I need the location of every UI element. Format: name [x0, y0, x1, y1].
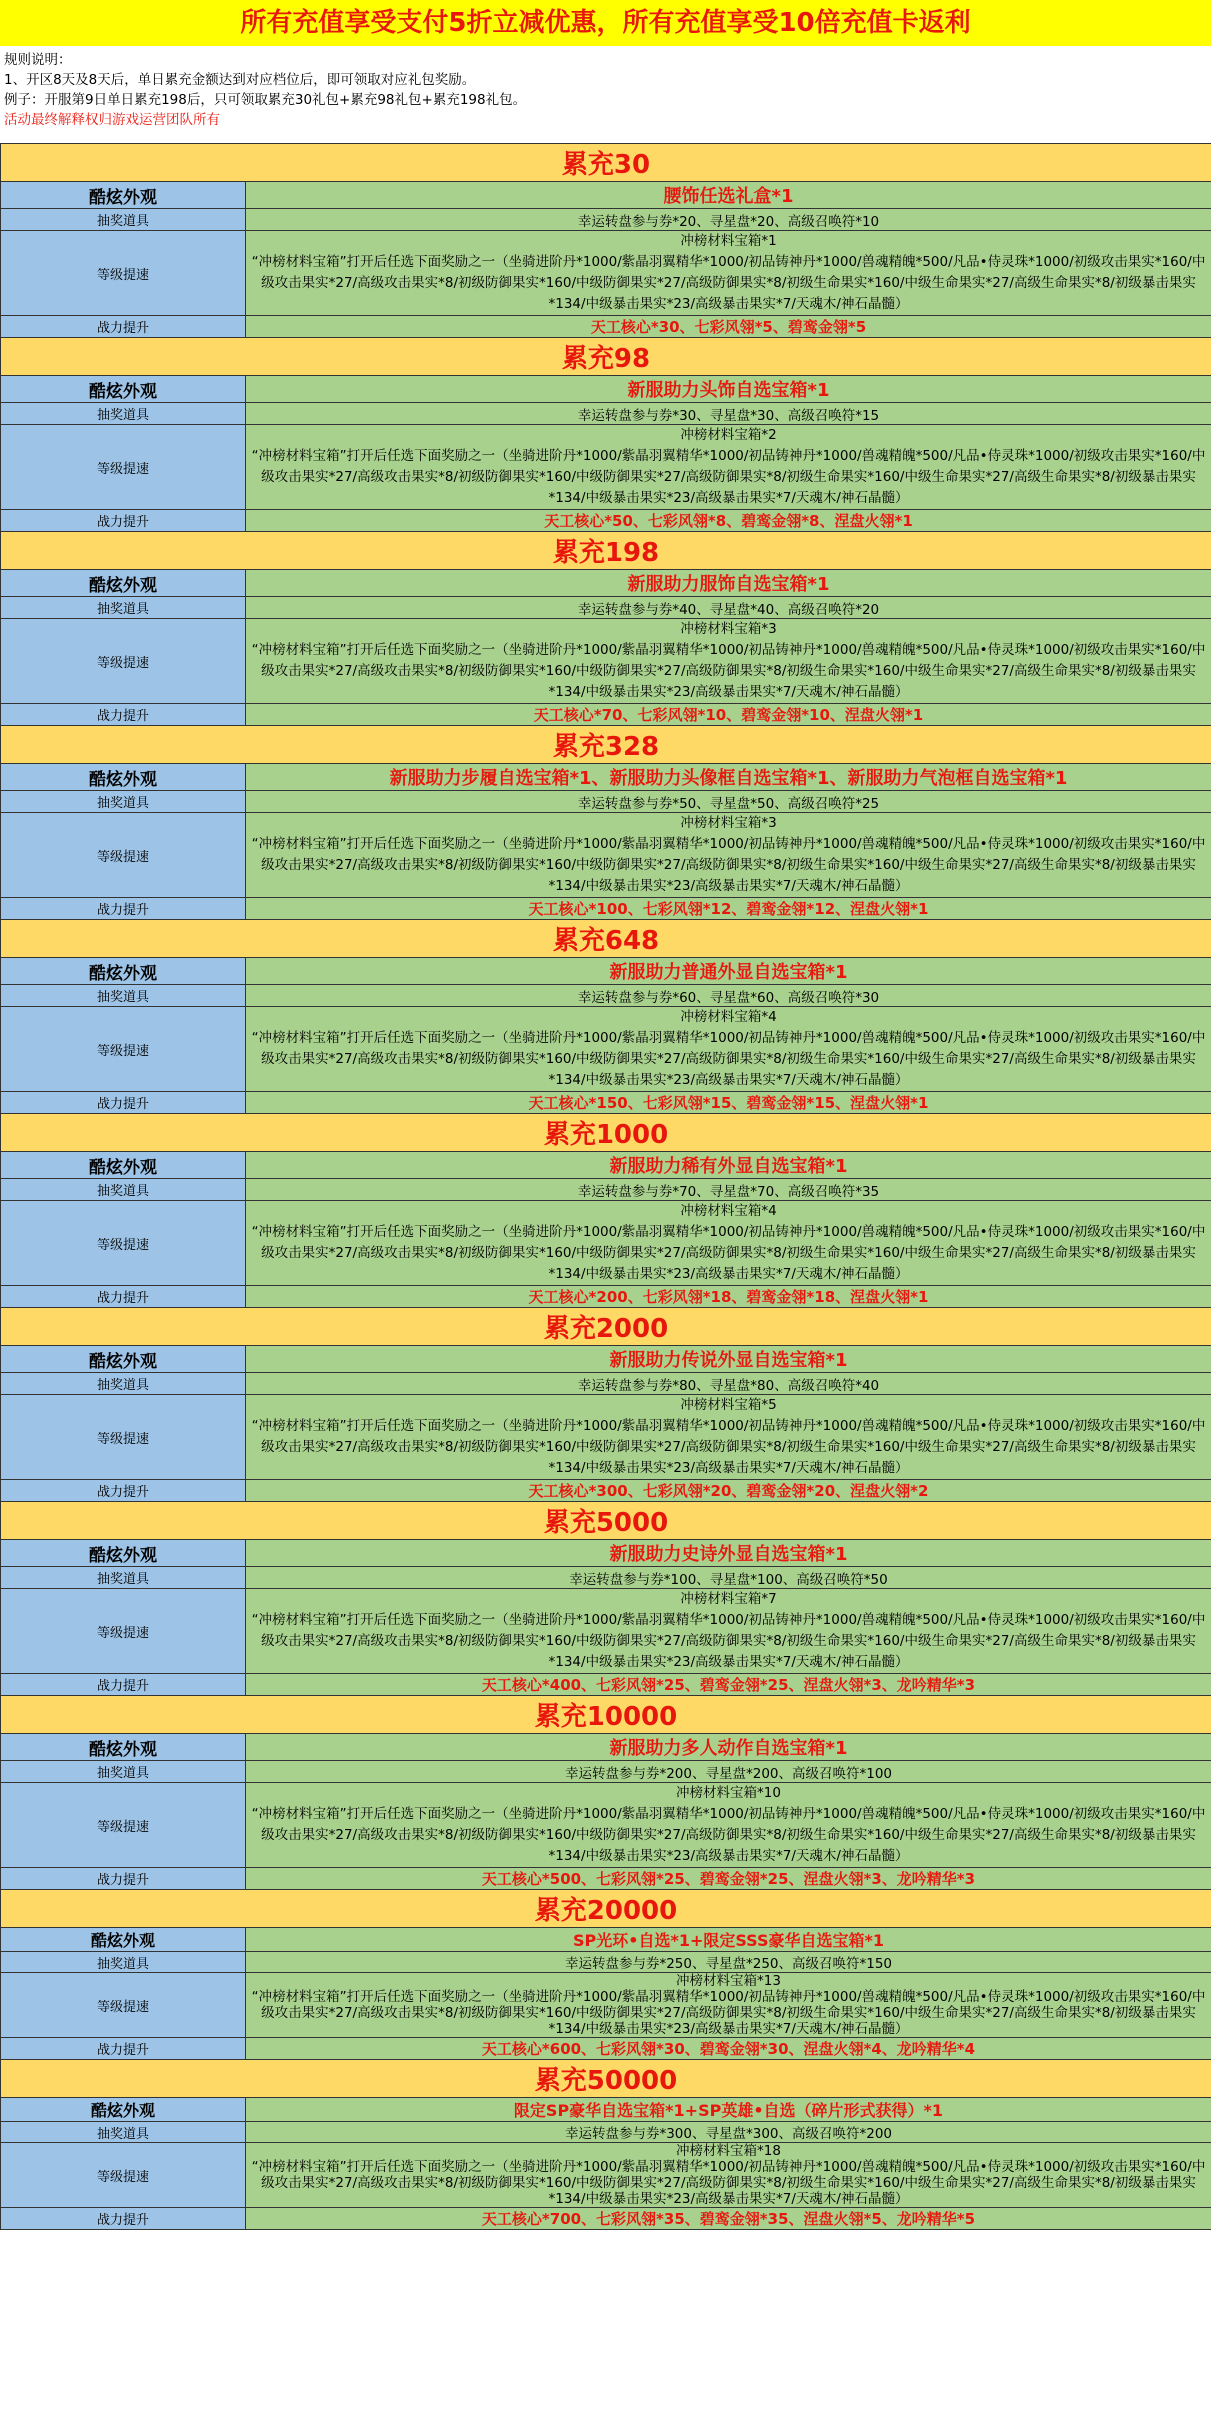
power-value: 天工核心*500、七彩风翎*25、碧鸾金翎*25、涅盘火翎*3、龙吟精华*3: [246, 1868, 1211, 1890]
power-row: [1, 316, 1211, 338]
box-description: “冲榜材料宝箱”打开后任选下面奖励之一（坐骑进阶丹*1000/紫晶羽翼精华*1000/初品铸神丹*1000/兽魂精魄*500/凡品•侍灵珠*1000/初级攻击果实*160/中级攻击果实*27/高级攻击果实*8/初级防御果实*160/中级防御果实*27/高级防御果实*8/初级生命果实*160/中级生命果实*27/高级生命果实*8/初级暴击果实*134/中级暴击果实*23/高级暴击果实*7/天魂木/神石晶髓）: [251, 254, 1206, 312]
level-label: 等级提速: [1, 2143, 246, 2208]
appearance-label: 酷炫外观: [1, 1152, 246, 1179]
tier-header-row: [1, 726, 1211, 764]
level-label: 等级提速: [1, 1007, 246, 1092]
appearance-value: 新服助力史诗外显自选宝箱*1: [246, 1540, 1211, 1567]
level-label: 等级提速: [1, 1201, 246, 1286]
appearance-value: 新服助力普通外显自选宝箱*1: [246, 958, 1211, 985]
tier-title: 累充1000: [1, 1114, 1211, 1152]
appearance-label: 酷炫外观: [1, 1734, 246, 1761]
power-value: 天工核心*400、七彩风翎*25、碧鸾金翎*25、涅盘火翎*3、龙吟精华*3: [246, 1674, 1211, 1696]
lottery-value: 幸运转盘参与券*20、寻星盘*20、高级召唤符*10: [246, 209, 1211, 231]
box-description: “冲榜材料宝箱”打开后任选下面奖励之一（坐骑进阶丹*1000/紫晶羽翼精华*1000/初品铸神丹*1000/兽魂精魄*500/凡品•侍灵珠*1000/初级攻击果实*160/中级攻击果实*27/高级攻击果实*8/初级防御果实*160/中级防御果实*27/高级防御果实*8/初级生命果实*160/中级生命果实*27/高级生命果实*8/初级暴击果实*134/中级暴击果实*23/高级暴击果实*7/天魂木/神石晶髓）: [251, 1612, 1206, 1670]
box-description: “冲榜材料宝箱”打开后任选下面奖励之一（坐骑进阶丹*1000/紫晶羽翼精华*1000/初品铸神丹*1000/兽魂精魄*500/凡品•侍灵珠*1000/初级攻击果实*160/中级攻击果实*27/高级攻击果实*8/初级防御果实*160/中级防御果实*27/高级防御果实*8/初级生命果实*160/中级生命果实*27/高级生命果实*8/初级暴击果实*134/中级暴击果实*23/高级暴击果实*7/天魂木/神石晶髓）: [251, 836, 1206, 894]
level-row: [1, 813, 1211, 898]
level-value: [246, 619, 1211, 704]
reward-table: [0, 143, 1211, 2230]
appearance-row: [1, 2098, 1211, 2122]
power-row: [1, 2208, 1211, 2230]
level-row: [1, 1589, 1211, 1674]
power-label: 战力提升: [1, 1868, 246, 1890]
level-row: [1, 2143, 1211, 2208]
appearance-label: 酷炫外观: [1, 1928, 246, 1952]
appearance-label: 酷炫外观: [1, 2098, 246, 2122]
lottery-value: 幸运转盘参与券*200、寻星盘*200、高级召唤符*100: [246, 1761, 1211, 1783]
box-title: 冲榜材料宝箱*4: [680, 1203, 777, 1219]
lottery-label: 抽奖道具: [1, 1179, 246, 1201]
appearance-row: [1, 570, 1211, 597]
lottery-value: 幸运转盘参与券*300、寻星盘*300、高级召唤符*200: [246, 2122, 1211, 2143]
power-label: 战力提升: [1, 1286, 246, 1308]
level-value: [246, 2143, 1211, 2208]
tier-header-row: [1, 1502, 1211, 1540]
level-row: [1, 1783, 1211, 1868]
box-title: 冲榜材料宝箱*3: [680, 621, 777, 637]
lottery-value: 幸运转盘参与券*70、寻星盘*70、高级召唤符*35: [246, 1179, 1211, 1201]
lottery-value: 幸运转盘参与券*30、寻星盘*30、高级召唤符*15: [246, 403, 1211, 425]
lottery-row: [1, 1567, 1211, 1589]
box-description: “冲榜材料宝箱”打开后任选下面奖励之一（坐骑进阶丹*1000/紫晶羽翼精华*1000/初品铸神丹*1000/兽魂精魄*500/凡品•侍灵珠*1000/初级攻击果实*160/中级攻击果实*27/高级攻击果实*8/初级防御果实*160/中级防御果实*27/高级防御果实*8/初级生命果实*160/中级生命果实*27/高级生命果实*8/初级暴击果实*134/中级暴击果实*23/高级暴击果实*7/天魂木/神石晶髓）: [251, 1030, 1206, 1088]
appearance-row: [1, 1540, 1211, 1567]
box-title: 冲榜材料宝箱*3: [680, 815, 777, 831]
lottery-value: 幸运转盘参与券*80、寻星盘*80、高级召唤符*40: [246, 1373, 1211, 1395]
level-row: [1, 1201, 1211, 1286]
appearance-row: [1, 1152, 1211, 1179]
rules-line: 1、开区8天及8天后，单日累充金额达到对应档位后，即可领取对应礼包奖励。: [4, 72, 476, 88]
appearance-label: 酷炫外观: [1, 182, 246, 209]
lottery-label: 抽奖道具: [1, 2122, 246, 2143]
appearance-row: [1, 1346, 1211, 1373]
appearance-row: [1, 182, 1211, 209]
lottery-label: 抽奖道具: [1, 209, 246, 231]
box-description: “冲榜材料宝箱”打开后任选下面奖励之一（坐骑进阶丹*1000/紫晶羽翼精华*1000/初品铸神丹*1000/兽魂精魄*500/凡品•侍灵珠*1000/初级攻击果实*160/中级攻击果实*27/高级攻击果实*8/初级防御果实*160/中级防御果实*27/高级防御果实*8/初级生命果实*160/中级生命果实*27/高级生命果实*8/初级暴击果实*134/中级暴击果实*23/高级暴击果实*7/天魂木/神石晶髓）: [251, 1418, 1206, 1476]
tier-title: 累充328: [1, 726, 1211, 764]
lottery-value: 幸运转盘参与券*40、寻星盘*40、高级召唤符*20: [246, 597, 1211, 619]
tier-title: 累充2000: [1, 1308, 1211, 1346]
lottery-row: [1, 1761, 1211, 1783]
rules-heading: 规则说明：: [4, 52, 72, 68]
tier-title: 累充5000: [1, 1502, 1211, 1540]
lottery-label: 抽奖道具: [1, 1567, 246, 1589]
box-description: “冲榜材料宝箱”打开后任选下面奖励之一（坐骑进阶丹*1000/紫晶羽翼精华*1000/初品铸神丹*1000/兽魂精魄*500/凡品•侍灵珠*1000/初级攻击果实*160/中级攻击果实*27/高级攻击果实*8/初级防御果实*160/中级防御果实*27/高级防御果实*8/初级生命果实*160/中级生命果实*27/高级生命果实*8/初级暴击果实*134/中级暴击果实*23/高级暴击果实*7/天魂木/神石晶髓）: [251, 1989, 1206, 2037]
appearance-row: [1, 958, 1211, 985]
power-row: [1, 1868, 1211, 1890]
tier-header-row: [1, 920, 1211, 958]
appearance-label: 酷炫外观: [1, 570, 246, 597]
tier-title: 累充648: [1, 920, 1211, 958]
banner-title: 所有充值享受支付5折立减优惠，所有充值享受10倍充值卡返利: [0, 0, 1211, 46]
level-value: [246, 231, 1211, 316]
level-value: [246, 1201, 1211, 1286]
level-row: [1, 1973, 1211, 2038]
lottery-value: 幸运转盘参与券*100、寻星盘*100、高级召唤符*50: [246, 1567, 1211, 1589]
level-value: [246, 425, 1211, 510]
power-row: [1, 1286, 1211, 1308]
power-row: [1, 898, 1211, 920]
lottery-row: [1, 1373, 1211, 1395]
power-value: 天工核心*100、七彩风翎*12、碧鸾金翎*12、涅盘火翎*1: [246, 898, 1211, 920]
power-label: 战力提升: [1, 316, 246, 338]
power-label: 战力提升: [1, 704, 246, 726]
level-row: [1, 1007, 1211, 1092]
level-value: [246, 1589, 1211, 1674]
level-label: 等级提速: [1, 425, 246, 510]
level-label: 等级提速: [1, 1589, 246, 1674]
level-row: [1, 231, 1211, 316]
lottery-row: [1, 2122, 1211, 2143]
level-row: [1, 619, 1211, 704]
level-value: [246, 1973, 1211, 2038]
level-label: 等级提速: [1, 1395, 246, 1480]
tier-title: 累充20000: [1, 1890, 1211, 1928]
lottery-label: 抽奖道具: [1, 1373, 246, 1395]
appearance-row: [1, 1928, 1211, 1952]
appearance-label: 酷炫外观: [1, 1540, 246, 1567]
tier-title: 累充30: [1, 144, 1211, 182]
level-value: [246, 1007, 1211, 1092]
appearance-value: 新服助力稀有外显自选宝箱*1: [246, 1152, 1211, 1179]
appearance-value: 新服助力多人动作自选宝箱*1: [246, 1734, 1211, 1761]
power-label: 战力提升: [1, 898, 246, 920]
appearance-value: 限定SP豪华自选宝箱*1+SP英雄•自选（碎片形式获得）*1: [246, 2098, 1211, 2122]
box-title: 冲榜材料宝箱*10: [676, 1785, 781, 1801]
appearance-row: [1, 1734, 1211, 1761]
lottery-row: [1, 403, 1211, 425]
power-label: 战力提升: [1, 2208, 246, 2230]
lottery-row: [1, 1179, 1211, 1201]
box-title: 冲榜材料宝箱*4: [680, 1009, 777, 1025]
box-title: 冲榜材料宝箱*18: [676, 2143, 781, 2159]
power-row: [1, 2038, 1211, 2060]
appearance-label: 酷炫外观: [1, 376, 246, 403]
box-title: 冲榜材料宝箱*7: [680, 1591, 777, 1607]
tier-header-row: [1, 1114, 1211, 1152]
appearance-value: 新服助力头饰自选宝箱*1: [246, 376, 1211, 403]
lottery-row: [1, 985, 1211, 1007]
lottery-label: 抽奖道具: [1, 403, 246, 425]
appearance-label: 酷炫外观: [1, 1346, 246, 1373]
level-label: 等级提速: [1, 619, 246, 704]
power-label: 战力提升: [1, 510, 246, 532]
lottery-value: 幸运转盘参与券*250、寻星盘*250、高级召唤符*150: [246, 1952, 1211, 1973]
power-value: 天工核心*150、七彩风翎*15、碧鸾金翎*15、涅盘火翎*1: [246, 1092, 1211, 1114]
level-label: 等级提速: [1, 813, 246, 898]
tier-title: 累充50000: [1, 2060, 1211, 2098]
lottery-value: 幸运转盘参与券*50、寻星盘*50、高级召唤符*25: [246, 791, 1211, 813]
box-description: “冲榜材料宝箱”打开后任选下面奖励之一（坐骑进阶丹*1000/紫晶羽翼精华*1000/初品铸神丹*1000/兽魂精魄*500/凡品•侍灵珠*1000/初级攻击果实*160/中级攻击果实*27/高级攻击果实*8/初级防御果实*160/中级防御果实*27/高级防御果实*8/初级生命果实*160/中级生命果实*27/高级生命果实*8/初级暴击果实*134/中级暴击果实*23/高级暴击果实*7/天魂木/神石晶髓）: [251, 1224, 1206, 1282]
box-description: “冲榜材料宝箱”打开后任选下面奖励之一（坐骑进阶丹*1000/紫晶羽翼精华*1000/初品铸神丹*1000/兽魂精魄*500/凡品•侍灵珠*1000/初级攻击果实*160/中级攻击果实*27/高级攻击果实*8/初级防御果实*160/中级防御果实*27/高级防御果实*8/初级生命果实*160/中级生命果实*27/高级生命果实*8/初级暴击果实*134/中级暴击果实*23/高级暴击果实*7/天魂木/神石晶髓）: [251, 642, 1206, 700]
power-label: 战力提升: [1, 1480, 246, 1502]
appearance-value: 腰饰任选礼盒*1: [246, 182, 1211, 209]
box-title: 冲榜材料宝箱*1: [680, 233, 777, 249]
box-title: 冲榜材料宝箱*13: [676, 1973, 781, 1989]
tier-header-row: [1, 2060, 1211, 2098]
box-description: “冲榜材料宝箱”打开后任选下面奖励之一（坐骑进阶丹*1000/紫晶羽翼精华*1000/初品铸神丹*1000/兽魂精魄*500/凡品•侍灵珠*1000/初级攻击果实*160/中级攻击果实*27/高级攻击果实*8/初级防御果实*160/中级防御果实*27/高级防御果实*8/初级生命果实*160/中级生命果实*27/高级生命果实*8/初级暴击果实*134/中级暴击果实*23/高级暴击果实*7/天魂木/神石晶髓）: [251, 2159, 1206, 2207]
box-title: 冲榜材料宝箱*2: [680, 427, 777, 443]
lottery-label: 抽奖道具: [1, 597, 246, 619]
lottery-row: [1, 209, 1211, 231]
appearance-row: [1, 764, 1211, 791]
appearance-value: 新服助力步履自选宝箱*1、新服助力头像框自选宝箱*1、新服助力气泡框自选宝箱*1: [246, 764, 1211, 791]
lottery-label: 抽奖道具: [1, 791, 246, 813]
lottery-row: [1, 1952, 1211, 1973]
lottery-label: 抽奖道具: [1, 1761, 246, 1783]
table-footer-space: [0, 2385, 1211, 2399]
rules-note: 活动最终解释权归游戏运营团队所有: [4, 112, 220, 128]
box-description: “冲榜材料宝箱”打开后任选下面奖励之一（坐骑进阶丹*1000/紫晶羽翼精华*1000/初品铸神丹*1000/兽魂精魄*500/凡品•侍灵珠*1000/初级攻击果实*160/中级攻击果实*27/高级攻击果实*8/初级防御果实*160/中级防御果实*27/高级防御果实*8/初级生命果实*160/中级生命果实*27/高级生命果实*8/初级暴击果实*134/中级暴击果实*23/高级暴击果实*7/天魂木/神石晶髓）: [251, 448, 1206, 506]
power-row: [1, 510, 1211, 532]
box-description: “冲榜材料宝箱”打开后任选下面奖励之一（坐骑进阶丹*1000/紫晶羽翼精华*1000/初品铸神丹*1000/兽魂精魄*500/凡品•侍灵珠*1000/初级攻击果实*160/中级攻击果实*27/高级攻击果实*8/初级防御果实*160/中级防御果实*27/高级防御果实*8/初级生命果实*160/中级生命果实*27/高级生命果实*8/初级暴击果实*134/中级暴击果实*23/高级暴击果实*7/天魂木/神石晶髓）: [251, 1806, 1206, 1864]
power-row: [1, 704, 1211, 726]
tier-header-row: [1, 338, 1211, 376]
power-label: 战力提升: [1, 1674, 246, 1696]
tier-header-row: [1, 532, 1211, 570]
tier-title: 累充198: [1, 532, 1211, 570]
level-row: [1, 425, 1211, 510]
power-value: 天工核心*600、七彩风翎*30、碧鸾金翎*30、涅盘火翎*4、龙吟精华*4: [246, 2038, 1211, 2060]
appearance-label: 酷炫外观: [1, 958, 246, 985]
lottery-label: 抽奖道具: [1, 1952, 246, 1973]
power-value: 天工核心*700、七彩风翎*35、碧鸾金翎*35、涅盘火翎*5、龙吟精华*5: [246, 2208, 1211, 2230]
appearance-row: [1, 376, 1211, 403]
power-row: [1, 1092, 1211, 1114]
power-row: [1, 1480, 1211, 1502]
rules-section: [0, 50, 1211, 136]
rules-line: 例子：开服第9日单日累充198后，只可领取累充30礼包+累充98礼包+累充198礼包。: [4, 92, 527, 108]
power-value: 天工核心*200、七彩风翎*18、碧鸾金翎*18、涅盘火翎*1: [246, 1286, 1211, 1308]
tier-header-row: [1, 1890, 1211, 1928]
level-label: 等级提速: [1, 1783, 246, 1868]
level-label: 等级提速: [1, 231, 246, 316]
power-label: 战力提升: [1, 1092, 246, 1114]
appearance-value: SP光环•自选*1+限定SSS豪华自选宝箱*1: [246, 1928, 1211, 1952]
tier-header-row: [1, 1308, 1211, 1346]
power-label: 战力提升: [1, 2038, 246, 2060]
level-value: [246, 813, 1211, 898]
appearance-label: 酷炫外观: [1, 764, 246, 791]
power-value: 天工核心*300、七彩风翎*20、碧鸾金翎*20、涅盘火翎*2: [246, 1480, 1211, 1502]
power-value: 天工核心*30、七彩风翎*5、碧鸾金翎*5: [246, 316, 1211, 338]
power-value: 天工核心*50、七彩风翎*8、碧鸾金翎*8、涅盘火翎*1: [246, 510, 1211, 532]
tier-header-row: [1, 144, 1211, 182]
box-title: 冲榜材料宝箱*5: [680, 1397, 777, 1413]
level-label: 等级提速: [1, 1973, 246, 2038]
lottery-label: 抽奖道具: [1, 985, 246, 1007]
tier-title: 累充10000: [1, 1696, 1211, 1734]
lottery-row: [1, 791, 1211, 813]
appearance-value: 新服助力服饰自选宝箱*1: [246, 570, 1211, 597]
level-value: [246, 1395, 1211, 1480]
appearance-value: 新服助力传说外显自选宝箱*1: [246, 1346, 1211, 1373]
level-value: [246, 1783, 1211, 1868]
tier-title: 累充98: [1, 338, 1211, 376]
power-row: [1, 1674, 1211, 1696]
lottery-row: [1, 597, 1211, 619]
power-value: 天工核心*70、七彩风翎*10、碧鸾金翎*10、涅盘火翎*1: [246, 704, 1211, 726]
lottery-value: 幸运转盘参与券*60、寻星盘*60、高级召唤符*30: [246, 985, 1211, 1007]
tier-header-row: [1, 1696, 1211, 1734]
level-row: [1, 1395, 1211, 1480]
